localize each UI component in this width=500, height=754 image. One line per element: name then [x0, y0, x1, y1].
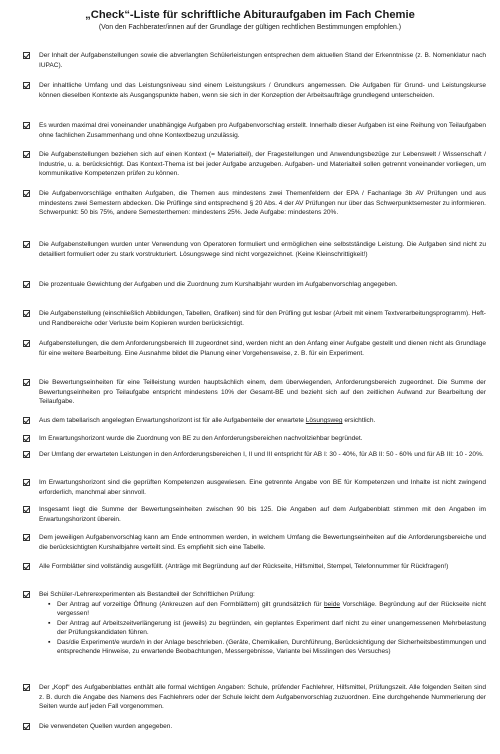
checkbox-checked-icon[interactable]	[23, 451, 30, 458]
checklist-item: Der inhaltliche Umfang und das Leistungsniveau sind einem Leistungskurs / Grundkurs angemessen. Die Aufgaben für Grund- und Leistungskurse können dieselben Kontexte als Ausgangspunkte haben, wenn sie sich in der Konzeption der Arbeitsaufträge grundlegend unterscheiden.	[24, 81, 486, 100]
page-title: „Check“-Liste für schriftliche Abituraufgaben im Fach Chemie	[85, 9, 415, 21]
checkbox-checked-icon[interactable]	[23, 534, 30, 541]
experiment-bullet-list	[48, 600, 486, 657]
checklist-item: Insgesamt liegt die Summe der Bewertungseinheiten zwischen 90 bis 125. Die Angaben auf dem Aufgabenblatt stimmen mit den Angaben im Erwartungshorizont überein.	[24, 505, 486, 524]
checklist-item: Aufgabenstellungen, die dem Anforderungsbereich III zugeordnet sind, werden nicht an den Anfang einer Aufgabe gestellt und dienen nicht als Grundlage für eine weitere Bearbeitung. Eine Ausnahme bildet die Planung einer Vorgehensweise, z. B. für ein Experiment.	[24, 339, 486, 358]
checkbox-checked-icon[interactable]	[23, 82, 30, 89]
checklist-item: Die verwendeten Quellen wurden angegeben.	[24, 722, 486, 732]
bullet-item: ▪ Der Antrag auf Arbeitszeitverlängerung ist (jeweils) zu begründen, ein geplantes Experiment darf nicht zu einer unangemessenen Mehrbelastung der Prüfungskandidaten führen.	[48, 619, 486, 638]
checkbox-checked-icon[interactable]	[23, 52, 30, 59]
checklist-item: Aus dem tabellarisch angelegten Erwartungshorizont ist für alle Aufgabenteile der erwartete Lösungsweg ersichtlich.	[24, 416, 486, 426]
checklist-item: Die Aufgabenstellungen beziehen sich auf einen Kontext (= Materialteil), der Fragestellungen und Anwendungsbezüge zur Lebenswelt / Wissenschaft / Industrie, u. a. berücksichtigt. Das Kontext-Thema ist bei jeder Aufgabe anzugeben. Aufgaben- und Materialteil sollen getrennt voneinander vorliegen, um kommunikative Kompetenzen prüfen zu können.	[24, 150, 486, 179]
checkbox-checked-icon[interactable]	[23, 563, 30, 570]
checklist-item: Es wurden maximal drei voneinander unabhängige Aufgaben pro Aufgabenvorschlag erstellt. Innerhalb dieser Aufgaben ist eine Reihung von Teilaufgaben ohne fachlichen Zusammenhang und ohne Kontextbezug unzulässig.	[24, 121, 486, 140]
checkbox-checked-icon[interactable]	[23, 435, 30, 442]
checkbox-checked-icon[interactable]	[23, 591, 30, 598]
checkbox-checked-icon[interactable]	[23, 241, 30, 248]
checkbox-checked-icon[interactable]	[23, 310, 30, 317]
checklist-item: Im Erwartungshorizont sind die geprüften Kompetenzen ausgewiesen. Eine getrennte Angabe von BE für Kompetenzen und Inhalte ist nicht zwingend erforderlich, manchmal aber sinnvoll.	[24, 478, 486, 497]
checkbox-checked-icon[interactable]	[23, 723, 30, 730]
checklist-item: Der Inhalt der Aufgabenstellungen sowie die abverlangten Schülerleistungen entsprechen dem aktuellen Stand der Erkenntnisse (z. B. Nomenklatur nach IUPAC).	[24, 51, 486, 70]
bullet-item: ▪ Das/die Experiment/e wurde/n in der Anlage beschrieben. (Geräte, Chemikalien, Durchführung, Berücksichtigung der Sicherheitsbestimmungen und entsprechende Hinweise, zu erwartende Beobachtungen, Messergebnisse, Variante bei Misslingen des Versuches)	[48, 638, 486, 657]
checkbox-checked-icon[interactable]	[23, 684, 30, 691]
checklist-item: Der Umfang der erwarteten Leistungen in den Anforderungsbereichen I, II und III entspricht für AB I: 30 - 40%, für AB II: 50 - 60% und für AB III: 10 - 20%.	[24, 450, 486, 460]
checkbox-checked-icon[interactable]	[23, 122, 30, 129]
checklist-item: Die Aufgabenstellung (einschließlich Abbildungen, Tabellen, Grafiken) sind für den Prüfling gut lesbar (Arbeit mit einem Textverarbeitungsprogramm). Heft- und Randbereiche oder Verluste beim Kopieren wurden berücksichtigt.	[24, 309, 486, 328]
checklist-item: Die Aufgabenstellungen wurden unter Verwendung von Operatoren formuliert und ermöglichen eine selbstständige Leistung. Die Aufgaben sind nicht zu detailliert formuliert oder zu stark vorstrukturiert. Lösungswege sind nicht vorgezeichnet. (Keine Kleinschrittigkeit!)	[24, 240, 486, 259]
checklist-item: Die Bewertungseinheiten für eine Teilleistung wurden hauptsächlich einem, dem überwiegenden, Anforderungsbereich zugeordnet. Die Summe der Bewertungseinheiten pro Teilaufgabe entspricht mindestens 10% der Gesamt-BE und bezieht sich auf den zeitlichen Aufwand zur Bearbeitung der Teilaufgabe.	[24, 378, 486, 407]
checkbox-checked-icon[interactable]	[23, 417, 30, 424]
checklist-item: Im Erwartungshorizont wurde die Zuordnung von BE zu den Anforderungsbereichen nachvollziehbar begründet.	[24, 434, 486, 444]
checkbox-checked-icon[interactable]	[23, 479, 30, 486]
checkbox-checked-icon[interactable]	[23, 151, 30, 158]
checklist-item: Dem jeweiligen Aufgabenvorschlag kann am Ende entnommen werden, in welchem Umfang die Bewertungseinheiten auf die Anforderungsbereiche und die berücksichtigten Kurshalbjahre verteilt sind. Es empfiehlt sich eine Tabelle.	[24, 533, 486, 552]
checkbox-checked-icon[interactable]	[23, 506, 30, 513]
checklist-item: Die Aufgabenvorschläge enthalten Aufgaben, die Themen aus mindestens zwei Themenfeldern der EPA / Fachanlage 3b AV Prüfungen und aus mindestens zwei Semestern abdecken. Die Prüflinge sind entsprechend § 20 Abs. 4 der AV Prüfungen nur über das Schwerpunktsemester zu informieren. Schwerpunkt: 50 bis 75%, andere Semesterthemen: mindestens 25%. Jede Aufgabe: mindestens 20%.	[24, 189, 486, 218]
checkbox-checked-icon[interactable]	[23, 340, 30, 347]
page-subtitle: (Von den Fachberater/innen auf der Grundlage der gültigen rechtlichen Bestimmungen empfohlen.)	[98, 24, 402, 31]
checkbox-checked-icon[interactable]	[23, 281, 30, 288]
checklist-item: Die prozentuale Gewichtung der Aufgaben und die Zuordnung zum Kurshalbjahr wurden im Aufgabenvorschlag angegeben.	[24, 280, 486, 290]
checkbox-checked-icon[interactable]	[23, 190, 30, 197]
checklist-item-experiments: Bei Schüler-/Lehrerexperimenten als Bestandteil der Schriftlichen Prüfung: ▪ Der Antrag auf vorzeitige Öffnung (Ankreuzen auf den Formblättern) gilt grundsätzlich für beide Vorschläge. Begründung auf der Rückseite nicht vergessen! ▪ Der Antrag auf Arbeitszeitverlängerung ist (jeweils) zu begründen, ein geplantes Experiment darf nicht zu einer unangemessenen Mehrbelastung der Prüfungskandidaten führen. ▪ Das/die Experiment/e wurde/n in der Anlage beschrieben. (Geräte, Chemikalien, Durchführung, Berücksichtigung der Sicherheitsbestimmungen und entsprechende Hinweise, zu erwartende Beobachtungen, Messergebnisse, Variante bei Misslingen des Versuches)	[24, 590, 486, 657]
checklist-item: Der „Kopf“ des Aufgabenblattes enthält alle formal wichtigen Angaben: Schule, prüfender Fachlehrer, Hilfsmittel, Prüfungszeit. Alle folgenden Seiten sind z. B. durch die Angabe des Namens des Fachlehrers oder der Schule leicht dem Aufgabenvorschlag zuzuordnen. Eine durchgehende Nummerierung der Seiten wurde auf jeden Fall vorgenommen.	[24, 683, 486, 712]
checkbox-checked-icon[interactable]	[23, 379, 30, 386]
checklist-item: Alle Formblätter sind vollständig ausgefüllt. (Anträge mit Begründung auf der Rückseite, Hilfsmittel, Stempel, Telefonnummer für Rückfragen!)	[24, 562, 486, 572]
bullet-item: ▪ Der Antrag auf vorzeitige Öffnung (Ankreuzen auf den Formblättern) gilt grundsätzlich für beide Vorschläge. Begründung auf der Rückseite nicht vergessen!	[48, 600, 486, 619]
